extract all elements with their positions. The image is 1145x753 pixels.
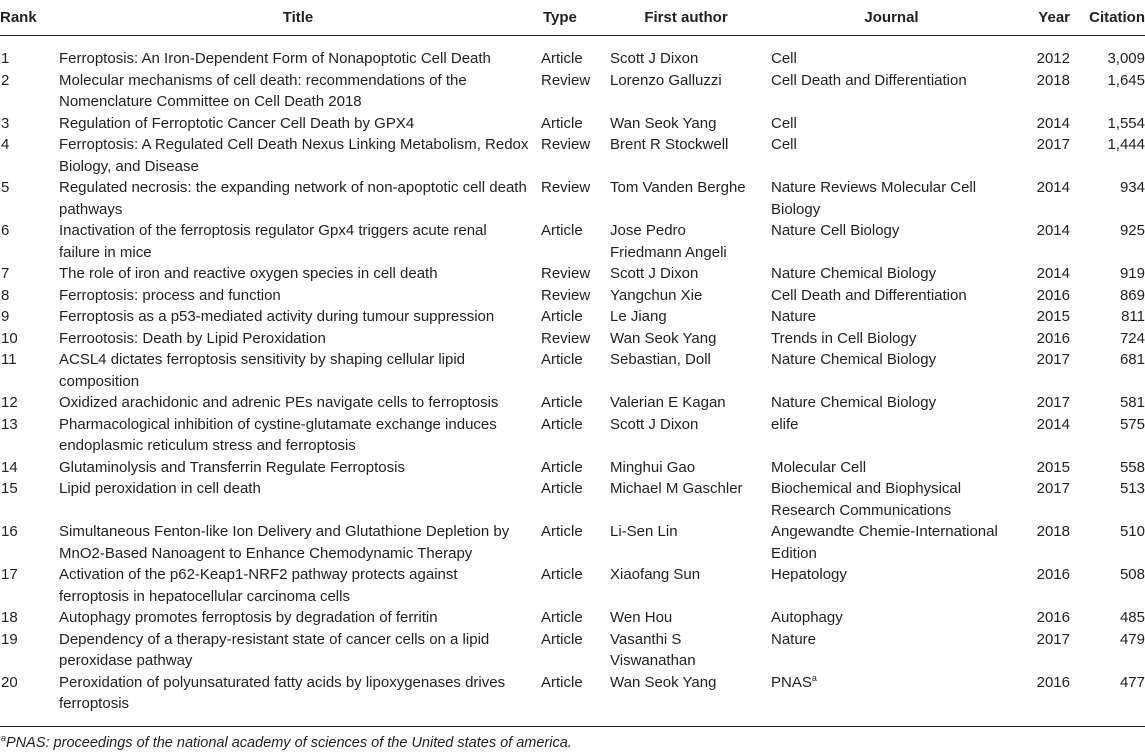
cell-title: Dependency of a therapy-resistant state of cancer cells on a lipid peroxidase pathway bbox=[59, 630, 490, 669]
journal-name: Cell Death and Differentiation bbox=[771, 71, 967, 89]
header-journal: Journal bbox=[766, 0, 1017, 36]
header-row bbox=[0, 0, 1145, 36]
cell-type: Article bbox=[541, 673, 583, 691]
cell-journal bbox=[766, 564, 1017, 607]
cell-title: Regulated necrosis: the expanding network of non-apoptotic cell death pathways bbox=[59, 179, 527, 218]
cell-title: Activation of the p62-Keap1-NRF2 pathway protects against ferroptosis in hepatocellular carcinoma cells bbox=[59, 566, 458, 605]
cell-journal bbox=[766, 263, 1017, 285]
cell-year: 2017 bbox=[1036, 480, 1070, 497]
cell-year: 2016 bbox=[1036, 566, 1070, 583]
cell-journal bbox=[766, 36, 1017, 70]
cell-rank: 6 bbox=[1, 222, 10, 239]
cell-title: Ferroptosis: A Regulated Cell Death Nexus Linking Metabolism, Redox Biology, and Disease bbox=[59, 136, 529, 175]
cell-journal bbox=[766, 70, 1017, 113]
cell-journal bbox=[766, 177, 1017, 220]
cell-title: Oxidized arachidonic and adrenic PEs navigate cells to ferroptosis bbox=[59, 394, 499, 411]
table-row bbox=[0, 263, 1145, 285]
table-row bbox=[0, 285, 1145, 307]
journal-name: PNAS bbox=[771, 673, 812, 691]
cell-title: Regulation of Ferroptotic Cancer Cell Death by GPX4 bbox=[59, 114, 415, 132]
cell-type: Review bbox=[541, 329, 591, 347]
cell-title: Peroxidation of polyunsaturated fatty acids by lipoxygenases drives ferroptosis bbox=[59, 673, 506, 712]
cell-citation: 558 bbox=[1119, 458, 1145, 476]
cell-title: Lipid peroxidation in cell death bbox=[59, 480, 261, 497]
cell-citation: 485 bbox=[1119, 609, 1145, 626]
cell-rank: 10 bbox=[1, 329, 18, 347]
cell-rank: 14 bbox=[1, 458, 18, 476]
journal-name: Biochemical and Biophysical Research Communications bbox=[771, 480, 962, 519]
cell-first-author: Wan Seok Yang bbox=[610, 114, 717, 132]
cell-rank: 3 bbox=[1, 114, 10, 132]
cell-year: 2015 bbox=[1036, 308, 1070, 325]
cell-citation: 581 bbox=[1119, 394, 1145, 411]
cell-first-author: Wan Seok Yang bbox=[610, 329, 717, 347]
cell-rank: 4 bbox=[1, 136, 10, 153]
cell-year: 2014 bbox=[1036, 415, 1070, 433]
cell-journal bbox=[766, 134, 1017, 177]
cell-first-author: Minghui Gao bbox=[610, 458, 696, 476]
cell-title: ACSL4 dictates ferroptosis sensitivity by shaping cellular lipid composition bbox=[59, 351, 466, 390]
cell-rank: 1 bbox=[1, 50, 10, 67]
header-rank: Rank bbox=[0, 0, 59, 36]
table-row bbox=[0, 349, 1145, 392]
cell-year: 2017 bbox=[1036, 630, 1070, 648]
cell-first-author: Le Jiang bbox=[610, 308, 667, 325]
cell-type: Review bbox=[541, 286, 591, 304]
cell-citation: 1,444 bbox=[1107, 136, 1145, 153]
table-body bbox=[0, 36, 1145, 726]
cell-year: 2014 bbox=[1036, 114, 1070, 132]
cell-type: Article bbox=[541, 394, 583, 411]
cell-type: Article bbox=[541, 308, 583, 325]
cell-citation: 724 bbox=[1119, 329, 1145, 347]
journal-name: Cell bbox=[771, 114, 797, 132]
cell-type: Review bbox=[541, 136, 591, 153]
journal-footnote-marker: a bbox=[811, 672, 817, 683]
cell-citation: 934 bbox=[1119, 179, 1145, 196]
cell-year: 2017 bbox=[1036, 136, 1070, 153]
journal-name: Molecular Cell bbox=[771, 458, 867, 476]
cell-type: Article bbox=[541, 609, 583, 626]
cell-citation: 1,554 bbox=[1107, 114, 1145, 132]
table-row bbox=[0, 457, 1145, 479]
cell-rank: 9 bbox=[1, 308, 10, 325]
cell-journal bbox=[766, 285, 1017, 307]
table-row bbox=[0, 70, 1145, 113]
cell-journal bbox=[766, 349, 1017, 392]
footnote-text: PNAS: proceedings of the national academy of sciences of the United states of america. bbox=[6, 734, 572, 751]
cell-type: Article bbox=[541, 523, 583, 540]
journal-name: elife bbox=[771, 415, 799, 433]
cell-title: The role of iron and reactive oxygen species in cell death bbox=[59, 265, 438, 282]
table-row bbox=[0, 521, 1145, 564]
cell-rank: 15 bbox=[1, 480, 18, 497]
table-row bbox=[0, 134, 1145, 177]
journal-name: Nature Chemical Biology bbox=[771, 265, 937, 282]
cell-title: Inactivation of the ferroptosis regulator Gpx4 triggers acute renal failure in mice bbox=[59, 222, 487, 261]
table-row bbox=[0, 220, 1145, 263]
cell-rank: 16 bbox=[1, 523, 18, 540]
cell-rank: 7 bbox=[1, 265, 10, 282]
cell-journal bbox=[766, 629, 1017, 672]
cell-journal bbox=[766, 328, 1017, 350]
table-row bbox=[0, 607, 1145, 629]
cell-type: Article bbox=[541, 630, 583, 648]
cell-title: Molecular mechanisms of cell death: recommendations of the Nomenclature Committee on Cell Death 2018 bbox=[59, 71, 467, 110]
table-row bbox=[0, 392, 1145, 414]
cell-title: Pharmacological inhibition of cystine-glutamate exchange induces endoplasmic reticulum stress and ferroptosis bbox=[59, 415, 497, 454]
cell-first-author: Xiaofang Sun bbox=[610, 566, 701, 583]
cell-journal bbox=[766, 414, 1017, 457]
cell-journal bbox=[766, 478, 1017, 521]
cell-citation: 575 bbox=[1119, 415, 1145, 433]
cell-first-author: Scott J Dixon bbox=[610, 265, 699, 282]
cell-rank: 5 bbox=[1, 179, 10, 196]
cell-journal bbox=[766, 607, 1017, 629]
cell-citation: 508 bbox=[1119, 566, 1145, 583]
table-row bbox=[0, 36, 1145, 70]
cell-rank: 8 bbox=[1, 286, 10, 304]
journal-name: Autophagy bbox=[771, 609, 843, 626]
header-first-author: First author bbox=[606, 0, 766, 36]
cell-title: Glutaminolysis and Transferrin Regulate Ferroptosis bbox=[59, 458, 405, 476]
journal-name: Nature Cell Biology bbox=[771, 222, 900, 239]
cell-journal bbox=[766, 306, 1017, 328]
cell-year: 2016 bbox=[1036, 609, 1070, 626]
journal-name: Nature Chemical Biology bbox=[771, 394, 937, 411]
journal-name: Nature Chemical Biology bbox=[771, 351, 937, 368]
header-citation: Citation bbox=[1078, 0, 1145, 36]
cell-citation: 1,645 bbox=[1107, 71, 1145, 89]
journal-name: Nature Reviews Molecular Cell Biology bbox=[771, 179, 977, 218]
cell-citation: 925 bbox=[1119, 222, 1145, 239]
journal-name: Angewandte Chemie-International Edition bbox=[771, 523, 998, 562]
cell-citation: 869 bbox=[1119, 286, 1145, 304]
cell-first-author: Yangchun Xie bbox=[610, 286, 703, 304]
table-footnote bbox=[0, 727, 1145, 753]
cell-citation: 479 bbox=[1119, 630, 1145, 648]
cell-year: 2014 bbox=[1036, 222, 1070, 239]
cell-citation: 510 bbox=[1119, 523, 1145, 540]
cell-journal bbox=[766, 392, 1017, 414]
cell-title: Ferrootosis: Death by Lipid Peroxidation bbox=[59, 329, 326, 347]
cell-journal bbox=[766, 113, 1017, 135]
cell-type: Article bbox=[541, 458, 583, 476]
cell-title: Ferroptosis: process and function bbox=[59, 286, 281, 304]
footnote-marker: a bbox=[1, 732, 7, 743]
cell-type: Review bbox=[541, 265, 591, 282]
cell-citation: 681 bbox=[1119, 351, 1145, 368]
cell-type: Article bbox=[541, 351, 583, 368]
cell-type: Review bbox=[541, 71, 591, 89]
cell-first-author: Sebastian, Doll bbox=[610, 351, 711, 368]
cell-rank: 11 bbox=[1, 351, 17, 368]
header-year: Year bbox=[1017, 0, 1078, 36]
journal-name: Trends in Cell Biology bbox=[771, 329, 917, 347]
cell-citation: 3,009 bbox=[1107, 50, 1145, 67]
table-row bbox=[0, 564, 1145, 607]
table-row bbox=[0, 629, 1145, 672]
cell-year: 2017 bbox=[1036, 394, 1070, 411]
cell-journal bbox=[766, 457, 1017, 479]
cell-citation: 477 bbox=[1119, 673, 1145, 691]
cell-journal bbox=[766, 220, 1017, 263]
cell-type: Article bbox=[541, 114, 583, 132]
cell-year: 2016 bbox=[1036, 286, 1070, 304]
cell-first-author: Michael M Gaschler bbox=[610, 480, 743, 497]
table-row bbox=[0, 177, 1145, 220]
cell-rank: 2 bbox=[1, 71, 10, 89]
cell-first-author: Scott J Dixon bbox=[610, 415, 699, 433]
table-row bbox=[0, 328, 1145, 350]
table-row bbox=[0, 306, 1145, 328]
cell-title: Autophagy promotes ferroptosis by degradation of ferritin bbox=[59, 609, 438, 626]
header-title: Title bbox=[59, 0, 537, 36]
cell-type: Review bbox=[541, 179, 591, 196]
cell-year: 2016 bbox=[1036, 673, 1070, 691]
cell-first-author: Valerian E Kagan bbox=[610, 394, 726, 411]
table-row bbox=[0, 478, 1145, 521]
cell-year: 2018 bbox=[1036, 523, 1070, 540]
cell-first-author: Jose Pedro Friedmann Angeli bbox=[610, 222, 727, 261]
cell-rank: 20 bbox=[1, 673, 18, 691]
cell-title: Ferroptosis: An Iron-Dependent Form of Nonapoptotic Cell Death bbox=[59, 50, 491, 67]
cell-title: Simultaneous Fenton-like Ion Delivery and Glutathione Depletion by MnO2-Based Nanoagent to Enhance Chemodynamic Therapy bbox=[59, 523, 510, 562]
cell-first-author: Scott J Dixon bbox=[610, 50, 699, 67]
cell-first-author: Brent R Stockwell bbox=[610, 136, 729, 153]
cell-citation: 513 bbox=[1119, 480, 1145, 497]
cell-first-author: Vasanthi S Viswanathan bbox=[610, 630, 696, 669]
cell-first-author: Tom Vanden Berghe bbox=[610, 179, 746, 196]
cell-rank: 13 bbox=[1, 415, 18, 433]
journal-name: Hepatology bbox=[771, 566, 847, 583]
cell-type: Article bbox=[541, 222, 583, 239]
cell-type: Article bbox=[541, 50, 583, 67]
cell-year: 2018 bbox=[1036, 71, 1070, 89]
cell-year: 2014 bbox=[1036, 265, 1070, 282]
cell-rank: 17 bbox=[1, 566, 18, 583]
cell-type: Article bbox=[541, 566, 583, 583]
header-type: Type bbox=[537, 0, 606, 36]
cell-year: 2016 bbox=[1036, 329, 1070, 347]
cell-rank: 18 bbox=[1, 609, 18, 626]
cell-type: Article bbox=[541, 415, 583, 433]
cell-year: 2017 bbox=[1036, 351, 1070, 368]
journal-name: Cell bbox=[771, 136, 797, 153]
cell-title: Ferroptosis as a p53-mediated activity during tumour suppression bbox=[59, 308, 495, 325]
cell-year: 2015 bbox=[1036, 458, 1070, 476]
cell-rank: 12 bbox=[1, 394, 18, 411]
cell-citation: 811 bbox=[1121, 308, 1145, 325]
cell-first-author: Wan Seok Yang bbox=[610, 673, 717, 691]
journal-name: Nature bbox=[771, 630, 817, 648]
cell-first-author: Lorenzo Galluzzi bbox=[610, 71, 722, 89]
table-row bbox=[0, 414, 1145, 457]
cell-year: 2014 bbox=[1036, 179, 1070, 196]
cell-rank: 19 bbox=[1, 630, 18, 648]
cell-first-author: Wen Hou bbox=[610, 609, 673, 626]
cell-citation: 919 bbox=[1119, 265, 1145, 282]
table-row bbox=[0, 672, 1145, 726]
cell-first-author: Li-Sen Lin bbox=[610, 523, 678, 540]
journal-name: Cell Death and Differentiation bbox=[771, 286, 967, 304]
journal-name: Nature bbox=[771, 308, 817, 325]
journal-name: Cell bbox=[771, 50, 797, 67]
cell-year: 2012 bbox=[1036, 50, 1070, 67]
cell-journal bbox=[766, 672, 1017, 726]
table-row bbox=[0, 113, 1145, 135]
cell-journal bbox=[766, 521, 1017, 564]
cell-type: Article bbox=[541, 480, 583, 497]
